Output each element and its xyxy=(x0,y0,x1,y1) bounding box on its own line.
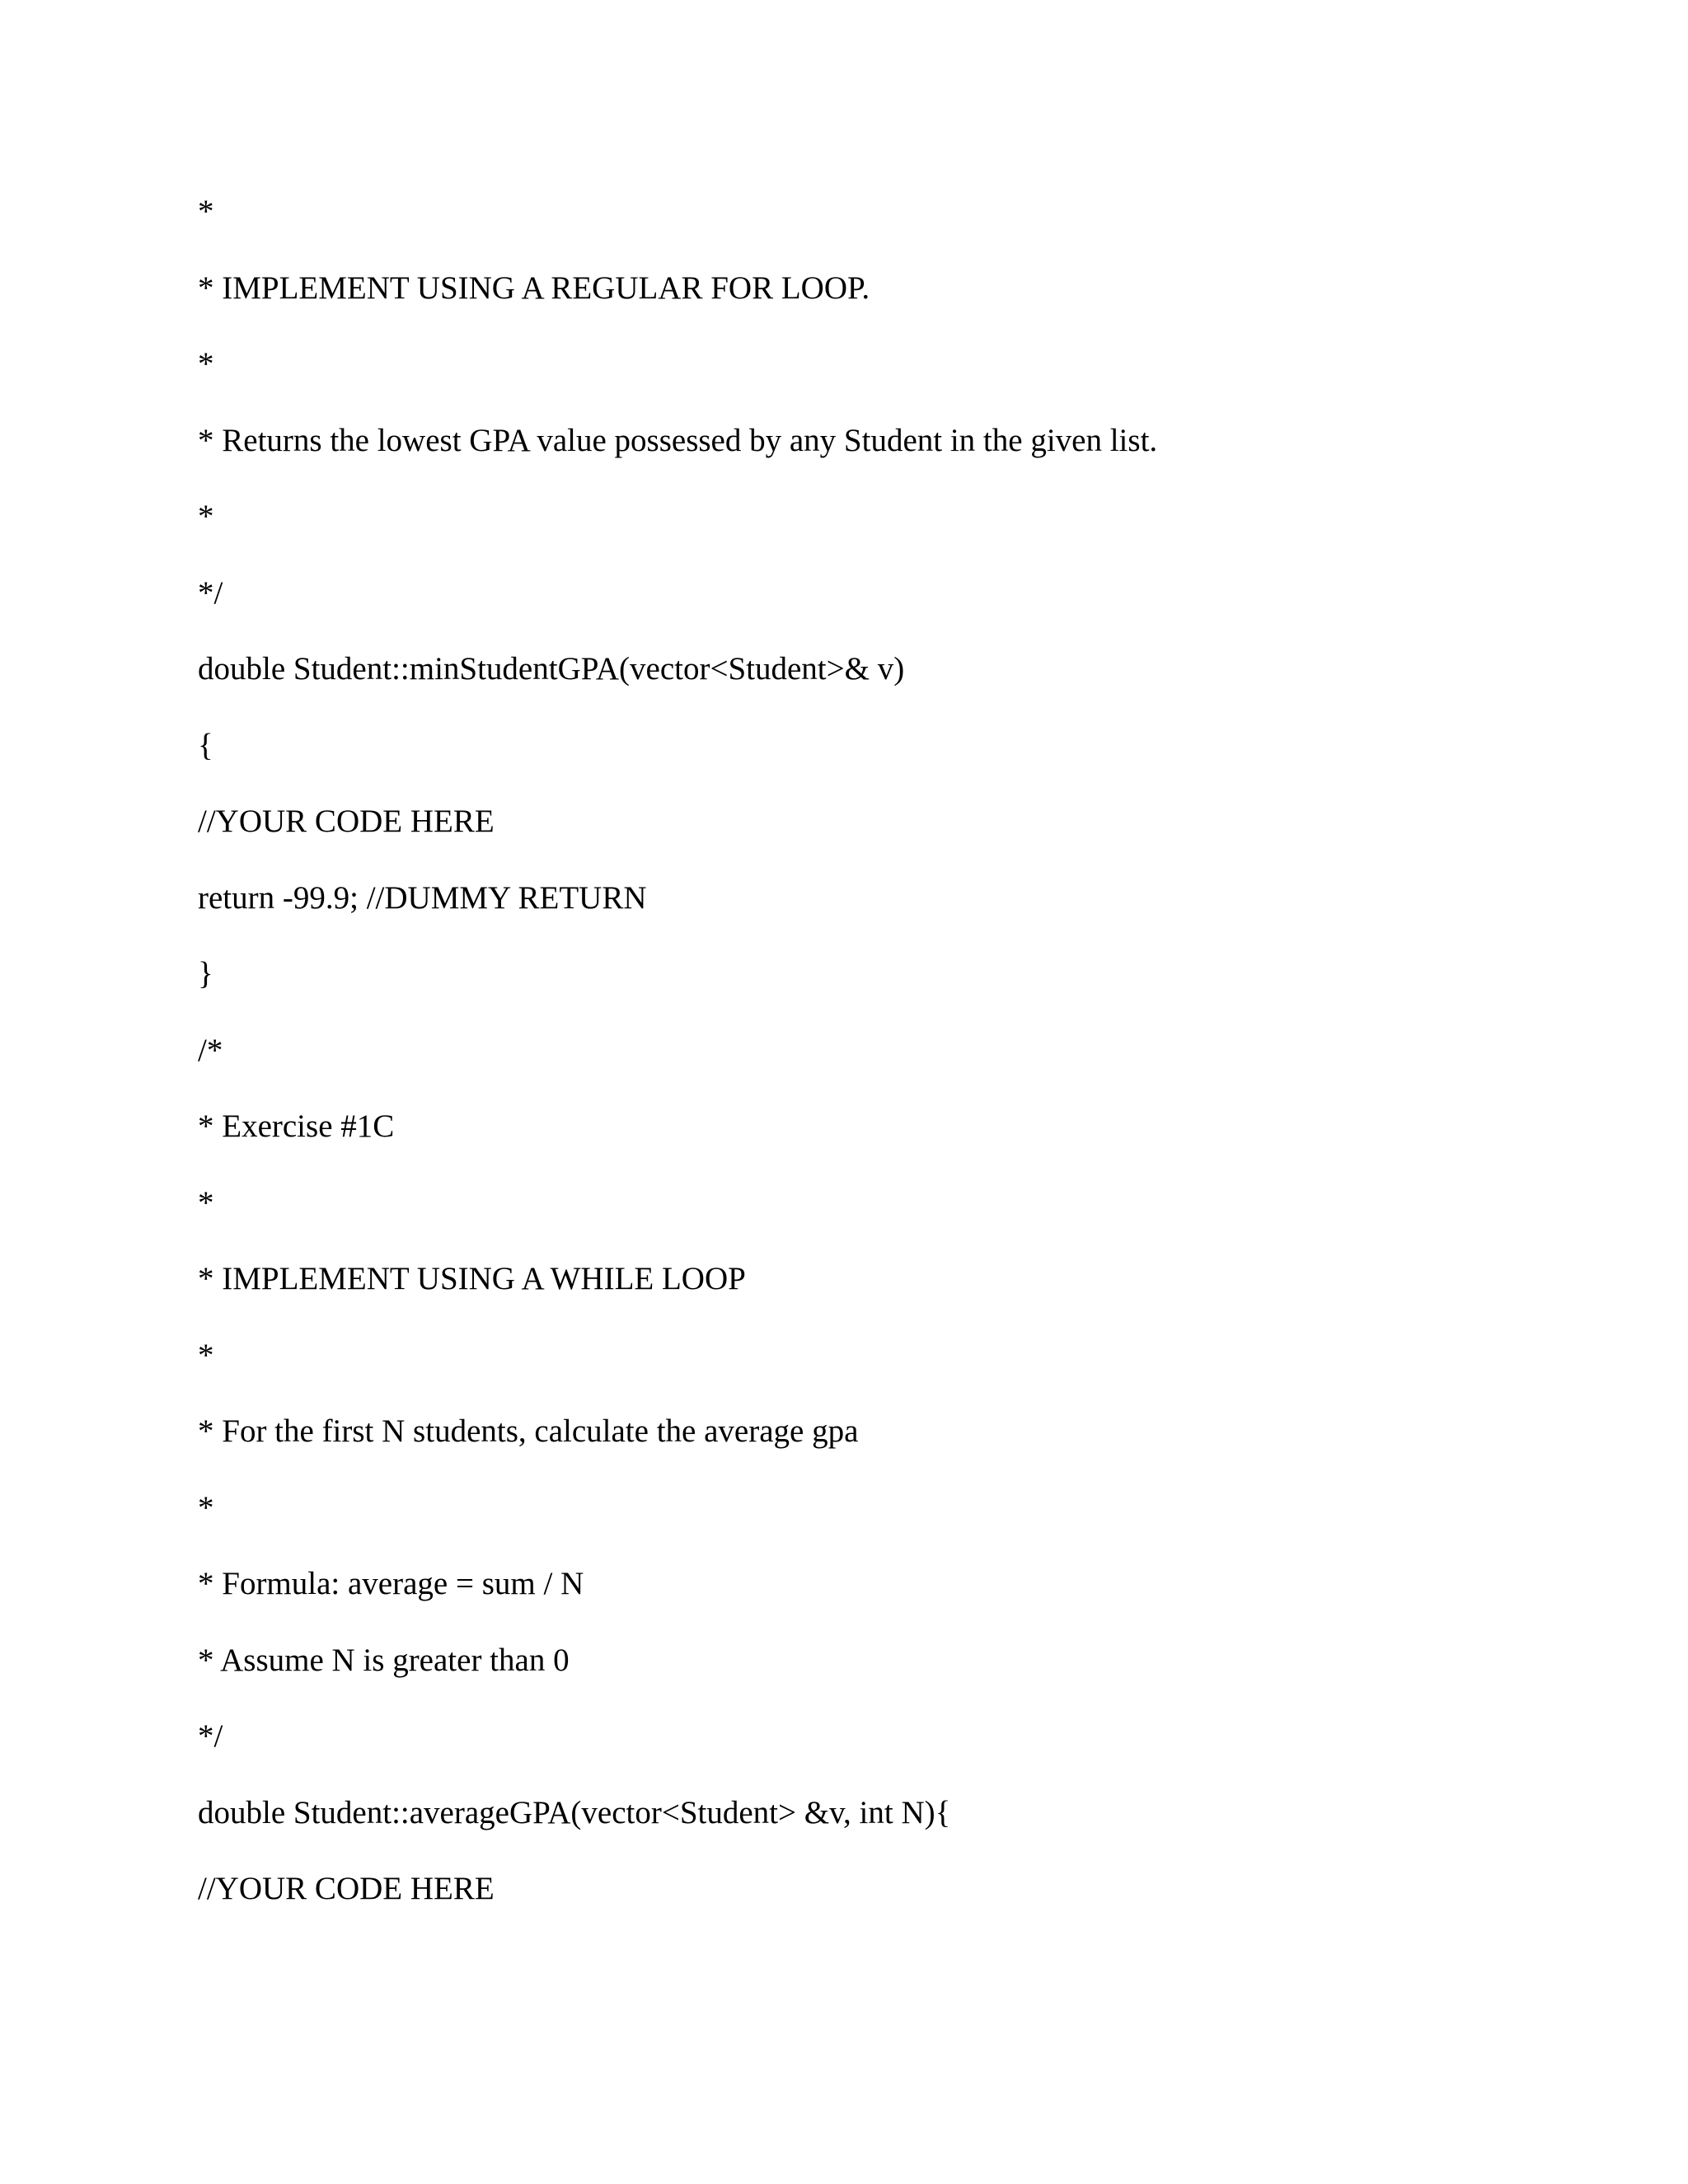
code-line: * IMPLEMENT USING A REGULAR FOR LOOP. xyxy=(198,269,870,306)
code-listing xyxy=(198,191,1157,1945)
code-line: * Formula: average = sum / N xyxy=(198,1566,584,1601)
code-line: { xyxy=(198,727,213,763)
code-line: * xyxy=(198,1337,214,1373)
code-line: * xyxy=(198,499,214,534)
code-line: double Student::averageGPA(vector<Student> &v, int N){ xyxy=(198,1794,951,1830)
code-line: /* xyxy=(198,1032,223,1068)
code-line: * For the first N students, calculate the average gpa xyxy=(198,1413,859,1449)
code-line: */ xyxy=(198,574,223,611)
code-line: * xyxy=(198,1184,214,1221)
code-line: return -99.9; //DUMMY RETURN xyxy=(198,879,647,916)
code-line: * Exercise #1C xyxy=(198,1108,395,1144)
code-line: * IMPLEMENT USING A WHILE LOOP xyxy=(198,1261,746,1296)
code-line: * Returns the lowest GPA value possessed by any Student in the given list. xyxy=(198,422,1158,458)
code-line: double Student::minStudentGPA(vector<Student>& v) xyxy=(198,651,905,687)
code-line: * xyxy=(198,194,214,229)
code-line: } xyxy=(198,956,213,991)
code-line: * xyxy=(198,346,214,382)
code-line: * xyxy=(198,1489,214,1526)
code-line: //YOUR CODE HERE xyxy=(198,804,495,839)
code-line: */ xyxy=(198,1718,223,1754)
code-line: * Assume N is greater than 0 xyxy=(198,1642,570,1678)
code-line: //YOUR CODE HERE xyxy=(198,1871,495,1906)
